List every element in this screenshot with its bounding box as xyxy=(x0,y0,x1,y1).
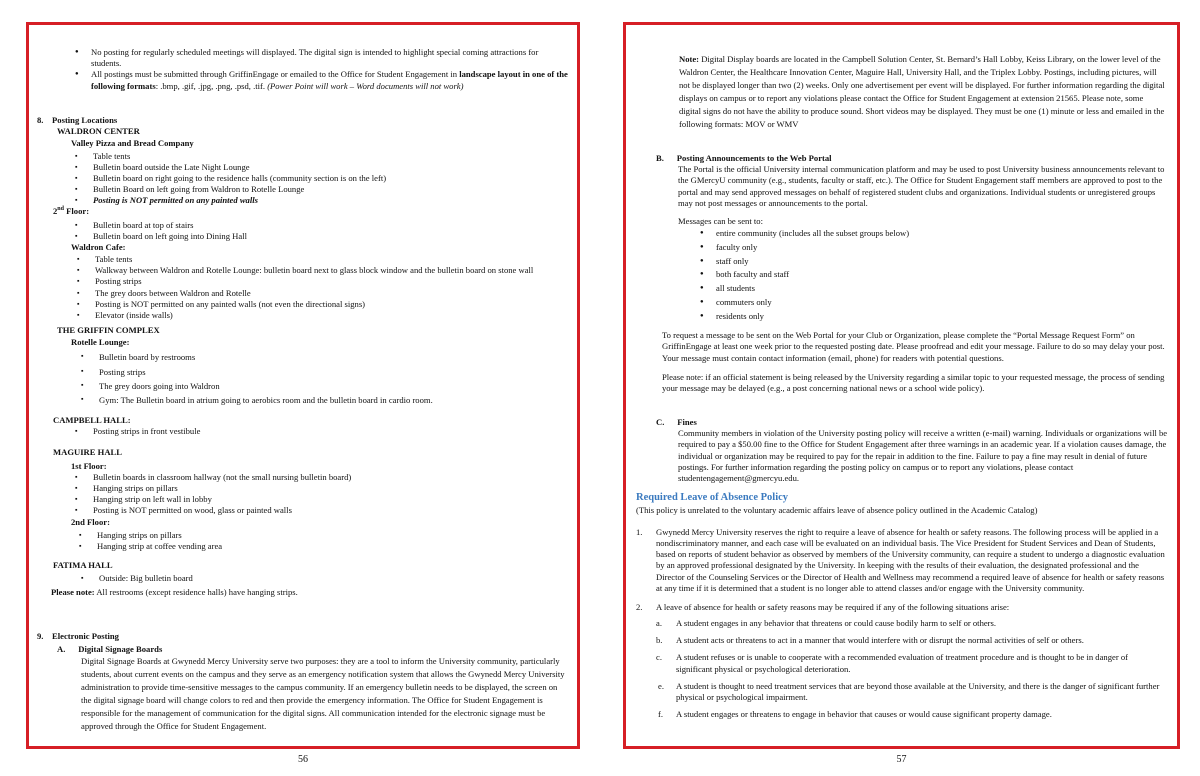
section-title-posting-locations: Posting Locations xyxy=(52,115,118,125)
rotelle-lounge-heading: Rotelle Lounge: xyxy=(71,337,130,348)
list-item-not-permitted: ▪ Posting is NOT permitted on any painted walls xyxy=(71,195,567,206)
page-frame-right xyxy=(623,22,1180,749)
sub-item-c: c. A student refuses or is unable to cooperate with a recommended evaluation of treatment procedure and is thought to be in danger of significant physical or psychological deterioration. xyxy=(656,652,1128,674)
list-item: ▪ Hanging strips on pillars xyxy=(71,483,567,494)
list-item: ▪ Bulletin board by restrooms xyxy=(77,350,567,364)
web-portal-heading: Posting Announcements to the Web Portal xyxy=(676,153,832,163)
list-item: ▪ The grey doors between Waldron and Rotelle xyxy=(73,288,559,299)
messages-intro: Messages can be sent to: xyxy=(678,215,763,226)
list-item: ▪ Walkway between Waldron and Rotelle Lounge: bulletin board next to glass block window and the bulletin board on stone wall xyxy=(73,265,559,276)
digital-signage-heading: A. Digital Signage Boards xyxy=(57,644,163,655)
second-floor-heading: 2nd Floor: xyxy=(53,206,90,217)
list-item: ▪ Gym: The Bulletin board in atrium going to aerobics room and the bulletin board in cardio room. xyxy=(77,393,567,407)
list-item: ▪ Posting strips xyxy=(77,365,567,379)
waldron-center-heading: WALDRON CENTER xyxy=(57,126,140,137)
list-item: ▪ Posting strips in front vestibule xyxy=(71,426,567,437)
policy-item-2: 2. A leave of absence for health or safety reasons may be required if any of the following situations arise: xyxy=(636,601,1010,612)
list-item: ▪ Bulletin board on left going into Dining Hall xyxy=(71,231,567,242)
list-item: ● staff only xyxy=(694,255,1168,269)
list-item: ▪ Bulletin board outside the Late Night Lounge xyxy=(71,162,567,173)
list-item: ▪ Hanging strips on pillars xyxy=(75,530,567,541)
section-title-electronic-posting: Electronic Posting xyxy=(52,631,119,641)
fines-heading: Fines xyxy=(677,417,697,427)
page-frame-left xyxy=(26,22,580,749)
list-item: ▪ Bulletin Board on left going from Waldron to Rotelle Lounge xyxy=(71,184,567,195)
sub-items xyxy=(656,618,1166,720)
valley-pizza-heading: Valley Pizza and Bread Company xyxy=(71,138,194,149)
list-item: ▪ Hanging strip at coffee vending area xyxy=(75,541,567,552)
sub-item-f: f. A student engages or threatens to engage in behavior that causes or would cause significant property damage. xyxy=(658,709,1052,720)
section-8: 8. Posting Locations WALDRON CENTER Valley Pizza and Bread Company ▪ Table tents ▪ Bulletin board outside the Late Night Lounge ▪ Bulletin board on right going to the residence halls (community section is on the left) ▪ Bulletin Board on left going from Waldron to Rotelle Lounge ▪ Posting is NOT permitted on any painted walls 2nd Floor: ▪ Bulletin board at top of stairs ▪ Bulletin board on left going into Dining Hall Waldron Cafe: ▪ Table tents ▪ Walkway between Waldron and Rotelle Lounge: bulletin board next to glass block window and the bulletin board on stone wall ▪ Posting strips ▪ The grey doors between Waldron and Rotelle ▪ Posting is NOT permitted on any painted walls (not even the directional signs) ▪ Elevator (inside walls) THE GRIFFIN COMPLEX Rotelle Lounge: ▪ Bulletin board by restrooms ▪ Posting strips ▪ The grey doors going into Waldron ▪ Gym: The Bulletin board in atrium going to aerobics room and the bulletin board in cardio room. CAMPBELL HALL: ▪ Posting strips in front vestibule MAGUIRE HALL 1st Floor: ▪ Bulletin boards in classroom hallway (not the small nursing bulletin board) ▪ Hanging strips on pillars ▪ Hanging strip on left wall in lobby ▪ Posting is NOT permitted on wood, glass or painted walls 2nd Floor: ▪ Hanging strips on pillars ▪ Hanging strip at coffee vending area FATIMA HALL ▪ Outside: Big bulletin board Please note: All restrooms (except residence halls) have hanging strips. xyxy=(37,115,567,599)
maguire-hall-heading: MAGUIRE HALL xyxy=(53,447,122,458)
list-item: ▪ Posting is NOT permitted on any painted walls (not even the directional signs) xyxy=(73,299,559,310)
list-item: ▪ Table tents xyxy=(73,254,559,265)
section-c: C. Fines Community members in violation of the University posting policy will receive a written (e-mail) warning. Individuals or organizations will be required to pay a $50.00 fine to the Office for Student Engagement after three warnings in an academic year. If a violation causes damage, the individual or organization may be required to pay for the repair in addition to the fine. Failure to pay a fine may result in denial of future postings. For further information regarding the posting policy on campus or to report any violations, please contact studentengagement@gmercyu.edu. xyxy=(656,417,1168,483)
list-item: ▪ Elevator (inside walls) xyxy=(73,310,559,321)
section-9: 9. Electronic Posting A. Digital Signage Boards Digital Signage Boards at Gwynedd Mercy University serve two purposes: they are a tool to inform the University community, particularly students, about current events on the campus and they serve as an emergency notification system that allows the Gwynedd Mercy University administration to provide time-sensitive messages to the campus community. If an emergency bulletin needs to be displayed, the screen on the digital signage board will change colors to red and then provide the emergency information. The Office for Student Engagement is responsible for the management of communication for the digital signs. All communication intended for the electronic signage must be approved through the Office for Student Engagement. xyxy=(37,631,567,733)
list-item: ▪ Posting is NOT permitted on wood, glass or painted walls xyxy=(71,505,567,516)
section-b: B. Posting Announcements to the Web Portal The Portal is the official University internal communication platform and may be used to post University business announcements relevant to the GMercyU community (e.g., students, faculty or staff, etc.). The Office for Student Engagement staff members are approved to post to the portal and may send approved messages on behalf of registered student clubs and organizations. Individual students or unregistered groups may not post messages or announcements to the portal. Messages can be sent to: ● entire community (includes all the subset groups below) ● faculty only ● staff only ● both faculty and staff ● all students ● commuters only ● residents only To request a message to be sent on the Web Portal for your Club or Organization, please complete the “Portal Message Request Form” on GriffinEngage at least one week prior to the requested posting date. Please proofread and edit your message. Failure to do so may delay your post. Your message must contain contact information (email, phone) for readers with potential questions. Please note: if an official statement is being released by the University regarding a similar topic to your requested message, the process of sending your message may be delayed (e.g., a post concerning national news or a school wide policy). xyxy=(656,153,1168,394)
campbell-hall-heading: CAMPBELL HALL: xyxy=(53,415,131,426)
sub-item-b: b. A student acts or threatens to act in a manner that would interfere with or disrupt the normal activities of self or others. xyxy=(656,635,1084,646)
note-paragraph: Note: Digital Display boards are located in the Campbell Solution Center, St. Bernard’s Hall Lobby, Keiss Library, on the lower level of the Waldron Center, the Healthcare Innovation Center, Maguire Hall, University Hall, and the Triplex Lobby. Postings, including pictures, will not be displayed longer than two (2) weeks. Only one advertisement per event will be displayed. For further information regarding the digital displays on campus or to report any violations please contact the Office for Student Engagement at extension 21565. Please note, some digital signs do not have the ability to produce sound. Short videos may be displayed. They must be one (1) minute or less and emailed in the following formats: MOV or WMV xyxy=(679,54,1165,130)
maguire-second-floor: 2nd Floor: xyxy=(71,516,110,527)
request-text: To request a message to be sent on the Web Portal for your Club or Organization, please complete the “Portal Message Request Form” on GriffinEngage at least one week prior to the requested posting date. Please proofread and edit your message. Failure to do so may delay your post. Your message must contain contact information (email, phone) for readers with potential questions. xyxy=(662,330,1165,363)
page-number: 57 xyxy=(896,754,907,765)
list-item: ▪ Bulletin board on right going to the residence halls (community section is on the left) xyxy=(71,173,567,184)
page-56 xyxy=(20,0,580,776)
leave-policy-subtitle: (This policy is unrelated to the voluntary academic affairs leave of absence policy outlined in the Academic Catalog) xyxy=(636,504,1038,515)
sub-item-a: a. A student engages in any behavior that threatens or could cause bodily harm to self or others. xyxy=(656,618,997,629)
top-bullets xyxy=(69,47,569,92)
list-item: ● commuters only xyxy=(694,296,1168,310)
landscape-note: landscape layout in one of the following formats xyxy=(91,69,568,91)
list-item: ▪ Bulletin board at top of stairs xyxy=(71,220,567,231)
list-item: ▪ Outside: Big bulletin board xyxy=(77,573,567,584)
web-portal-text: The Portal is the official University internal communication platform and may be used to post University business announcements relevant to the GMercyU community (e.g., students, faculty or staff, etc.). The Office for Student Engagement staff members are approved to post to the portal and may send approved messages on behalf of registered student clubs and organizations. Individual students or unregistered groups may not post messages or announcements to the portal. xyxy=(678,164,1165,208)
maguire-first-floor: 1st Floor: xyxy=(71,460,107,471)
list-item: ▪ The grey doors going into Waldron xyxy=(77,379,567,393)
list-item: ▪ Bulletin boards in classroom hallway (not the small nursing bulletin board) xyxy=(71,472,567,483)
digital-signage-text: Digital Signage Boards at Gwynedd Mercy University serve two purposes: they are a tool to inform the University community, particularly students, about current events on the campus and they serve as an emergency notification system that allows the Gwynedd Mercy University administration to provide time-sensitive messages to the campus community. If an emergency bulletin needs to be displayed, the screen on the digital signage board will change colors to red and then provide the emergency information. The Office for Student Engagement is responsible for the management of communication for the digital signs. All communication intended for the electronic signage must be approved through the Office for Student Engagement. xyxy=(81,656,565,731)
leave-policy-heading: Required Leave of Absence Policy xyxy=(636,492,789,503)
page-57 xyxy=(623,0,1180,776)
leave-of-absence xyxy=(636,491,1166,720)
list-item: ● entire community (includes all the subset groups below) xyxy=(694,227,1168,241)
list-item: ● residents only xyxy=(694,310,1168,324)
waldron-cafe-heading: Waldron Cafe: xyxy=(71,241,126,252)
bullet-submit: ● All postings must be submitted through GriffinEngage or emailed to the Office for Student Engagement in landscape layout in one of the following formats: .bmp, .gif, .jpg, .png, .psd, .tif. (Power Point will work – Word documents will not work) xyxy=(69,69,569,91)
please-note: Please note: All restrooms (except residence halls) have hanging strips. xyxy=(51,587,298,598)
list-item: ▪ Posting strips xyxy=(73,276,559,287)
bullet-no-posting: ● No posting for regularly scheduled meetings will displayed. The digital sign is intended to highlight special coming attractions for students. xyxy=(69,47,569,69)
official-text: Please note: if an official statement is being released by the University regarding a similar topic to your requested message, the process of sending your message may be delayed (e.g., a post concerning national news or a school wide policy). xyxy=(662,371,1165,393)
list-item: ● all students xyxy=(694,282,1168,296)
messages-list xyxy=(694,227,1168,323)
fines-text: Community members in violation of the University posting policy will receive a written (e-mail) warning. Individuals or organizations will be required to pay a $50.00 fine to the Office for Student Engagement after three warnings in an academic year. If a violation causes damage, the individual or organization may be required to pay for the repair in addition to the fine. Failure to pay a fine may result in denial of future postings. For further information regarding the posting policy on campus or to report any violations, please contact studentengagement@gmercyu.edu. xyxy=(678,428,1168,483)
sub-item-e: e. A student is thought to need treatment services that are beyond those available at the University, and there is the danger of significant further physical or psychological impairment. xyxy=(658,680,1160,702)
page-number: 56 xyxy=(298,754,308,765)
list-item: ● faculty only xyxy=(694,241,1168,255)
list-item: ● both faculty and staff xyxy=(694,268,1168,282)
list-item: ▪ Table tents xyxy=(71,151,567,162)
fatima-hall-heading: FATIMA HALL xyxy=(53,560,113,571)
griffin-complex-heading: THE GRIFFIN COMPLEX xyxy=(57,325,160,336)
policy-item-1: 1. Gwynedd Mercy University reserves the right to require a leave of absence for health or safety reasons. The following process will be applied in a nondiscriminatory manner, and each case will be evaluated on an individual basis. The Vice President for Student Services and Dean of Students, based on reports of student behavior as observed by members of the University community, can require a student to undergo a diagnostic evaluation by an approved professional designated by the University. In keeping with the results of their evaluation, the designated professional and the Director of the Counseling Services or the Director of Health and Wellness may recommend a required leave of absence for health or safety reasons at any time if it is determined that a student is no longer able to attend classes and/or engage with the University community. xyxy=(636,526,1165,593)
list-item: ▪ Hanging strip on left wall in lobby xyxy=(71,494,567,505)
